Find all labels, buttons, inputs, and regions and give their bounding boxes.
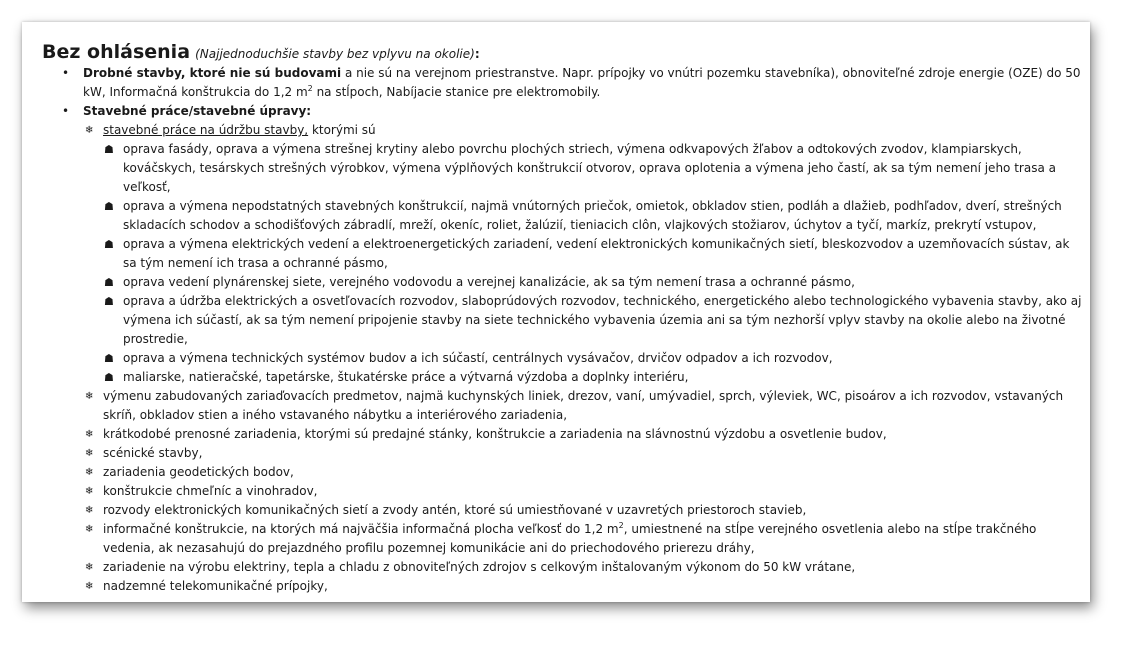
bullet-house-icon: ☗ [104,143,114,156]
list-item [42,425,1082,444]
bullet-dot-icon: • [62,66,70,80]
item-text: oprava a výmena elektrických vedení a elektroenergetických zariadení, vedení elektronických komunikačných sietí, bleskozvodov a uzemňovacích sústav, ak sa tým nemení ich trasa a ochranné pásmo, [123,237,1070,270]
underlined-term: stavebné práce na údržbu stavby, [103,123,309,137]
bullet-house-icon: ☗ [104,238,114,251]
sub-list-item [42,368,1082,387]
item-text: oprava fasády, oprava a výmena strešnej krytiny alebo povrchu plochých striech, výmena odkvapových žľabov a odtokových zvodov, klampiarskych, kováčskych, tesárskych strešných výrobkov, výmena výplňových konštrukcií otvorov, oprava oplotenia a výmena jeho častí, ak sa tým nemení jeho trasa a veľkosť, [123,142,1056,194]
list-item [42,558,1082,577]
sub-list-item [42,273,1082,292]
section-heading [42,41,1082,64]
bullet-house-icon: ☗ [104,352,114,365]
list-item [42,121,1082,140]
item-text: maliarske, natieračské, tapetárske, štukatérske práce a výtvarná výzdoba a doplnky interiéru, [123,370,689,384]
list-item [42,102,1082,121]
item-bold-label: Stavebné práce/stavebné úpravy: [83,104,312,118]
list-item [42,387,1082,425]
list-item [42,64,1082,102]
bullet-snowflake-icon: ❄ [85,448,94,459]
item-text: krátkodobé prenosné zariadenia, ktorými sú predajné stánky, konštrukcie a zariadenia na slávnostnú výzdobu a osvetlenie budov, [103,427,887,441]
bullet-house-icon: ☗ [104,295,114,308]
bullet-snowflake-icon: ❄ [85,125,94,136]
item-text: , umiestnené na stĺpe verejného osvetlenia alebo na stĺpe trakčného vedenia, ak nezasahujú do prejazdného profilu pozemnej komunikácie ani do priechodového prierezu dráhy, [103,522,1037,555]
item-text: ktorými sú [308,123,376,137]
bullet-snowflake-icon: ❄ [85,505,94,516]
list-item [42,463,1082,482]
bullet-house-icon: ☗ [104,276,114,289]
item-text: výmenu zabudovaných zariaďovacích predmetov, najmä kuchynských liniek, drezov, vaní, umývadiel, sprch, výleviek, WC, pisoárov a ich rozvodov, vstavaných skríň, obkladov stien a iného vstavaného nábytku a interiérového zariadenia, [103,389,1064,422]
bullet-house-icon: ☗ [104,371,114,384]
item-bold-label: Drobné stavby, ktoré nie sú budovami [83,66,342,80]
item-text: a nie sú na verejnom priestranstve. Napr. prípojky vo vnútri pozemku stavebníka), obnoviteľné zdroje energie (OZE) do 50 kW, Informačná konštrukcia do 1,2 m [83,66,1081,99]
item-text: oprava a výmena nepodstatných stavebných konštrukcií, najmä vnútorných priečok, omietok, obkladov stien, podláh a dlažieb, podhľadov, dverí, strešných skladacích schodov a schodišťových zábradlí, mreží, okeníc, roliet, žalúzií, tieniacich clôn, vlajkových stožiarov, úchytov a tyčí, markíz, prekrytí vstupov, [123,199,1062,232]
bullet-snowflake-icon: ❄ [85,581,94,592]
heading-colon: : [474,47,480,61]
list-item [42,444,1082,463]
list-item [42,501,1082,520]
bullet-snowflake-icon: ❄ [85,562,94,573]
item-text: oprava a výmena technických systémov budov a ich súčastí, centrálnych vysávačov, drvičov odpadov a ich rozvodov, [123,351,833,365]
item-text: scénické stavby, [103,446,203,460]
document-content [42,41,1082,596]
sub-list-item [42,235,1082,273]
document-page [22,22,1090,602]
sub-list-item [42,140,1082,197]
sub-list-item [42,292,1082,349]
sub-list-item [42,349,1082,368]
bullet-snowflake-icon: ❄ [85,524,94,535]
item-text: oprava vedení plynárenskej siete, verejného vodovodu a verejnej kanalizácie, ak sa tým nemení trasa a ochranné pásmo, [123,275,855,289]
bullet-snowflake-icon: ❄ [85,391,94,402]
item-text: zariadenia geodetických bodov, [103,465,294,479]
list-item [42,577,1082,596]
bullet-dot-icon: • [62,104,70,118]
list-item [42,520,1082,558]
superscript: 2 [618,521,624,530]
item-text: nadzemné telekomunikačné prípojky, [103,579,328,593]
superscript: 2 [307,84,313,93]
sub-list-item [42,197,1082,235]
bullet-snowflake-icon: ❄ [85,467,94,478]
heading-note: (Najjednoduchšie stavby bez vplyvu na okolie) [195,47,475,61]
item-text: oprava a údržba elektrických a osvetľovacích rozvodov, slaboprúdových rozvodov, technického, energetického alebo technologického vybavenia stavby, ako aj výmena ich súčastí, ak sa tým nemení pripojenie stavby na siete technického vybavenia územia ani sa tým nezhorší vplyv stavby na okolie alebo na životné prostredie, [123,294,1082,346]
bullet-snowflake-icon: ❄ [85,429,94,440]
item-text: informačné konštrukcie, na ktorých má najväčšia informačná plocha veľkosť do 1,2 m [103,522,619,536]
item-text: rozvody elektronických komunikačných sietí a zvody antén, ktoré sú umiestňované v uzavretých priestoroch stavieb, [103,503,807,517]
bullet-house-icon: ☗ [104,200,114,213]
bullet-snowflake-icon: ❄ [85,486,94,497]
list-item [42,482,1082,501]
item-text: zariadenie na výrobu elektriny, tepla a chladu z obnoviteľných zdrojov s celkovým inštalovaným výkonom do 50 kW vrátane, [103,560,856,574]
item-text: konštrukcie chmeľníc a vinohradov, [103,484,318,498]
item-text: na stĺpoch, Nabíjacie stanice pre elektromobily. [312,85,601,99]
heading-title: Bez ohlásenia [42,41,191,63]
